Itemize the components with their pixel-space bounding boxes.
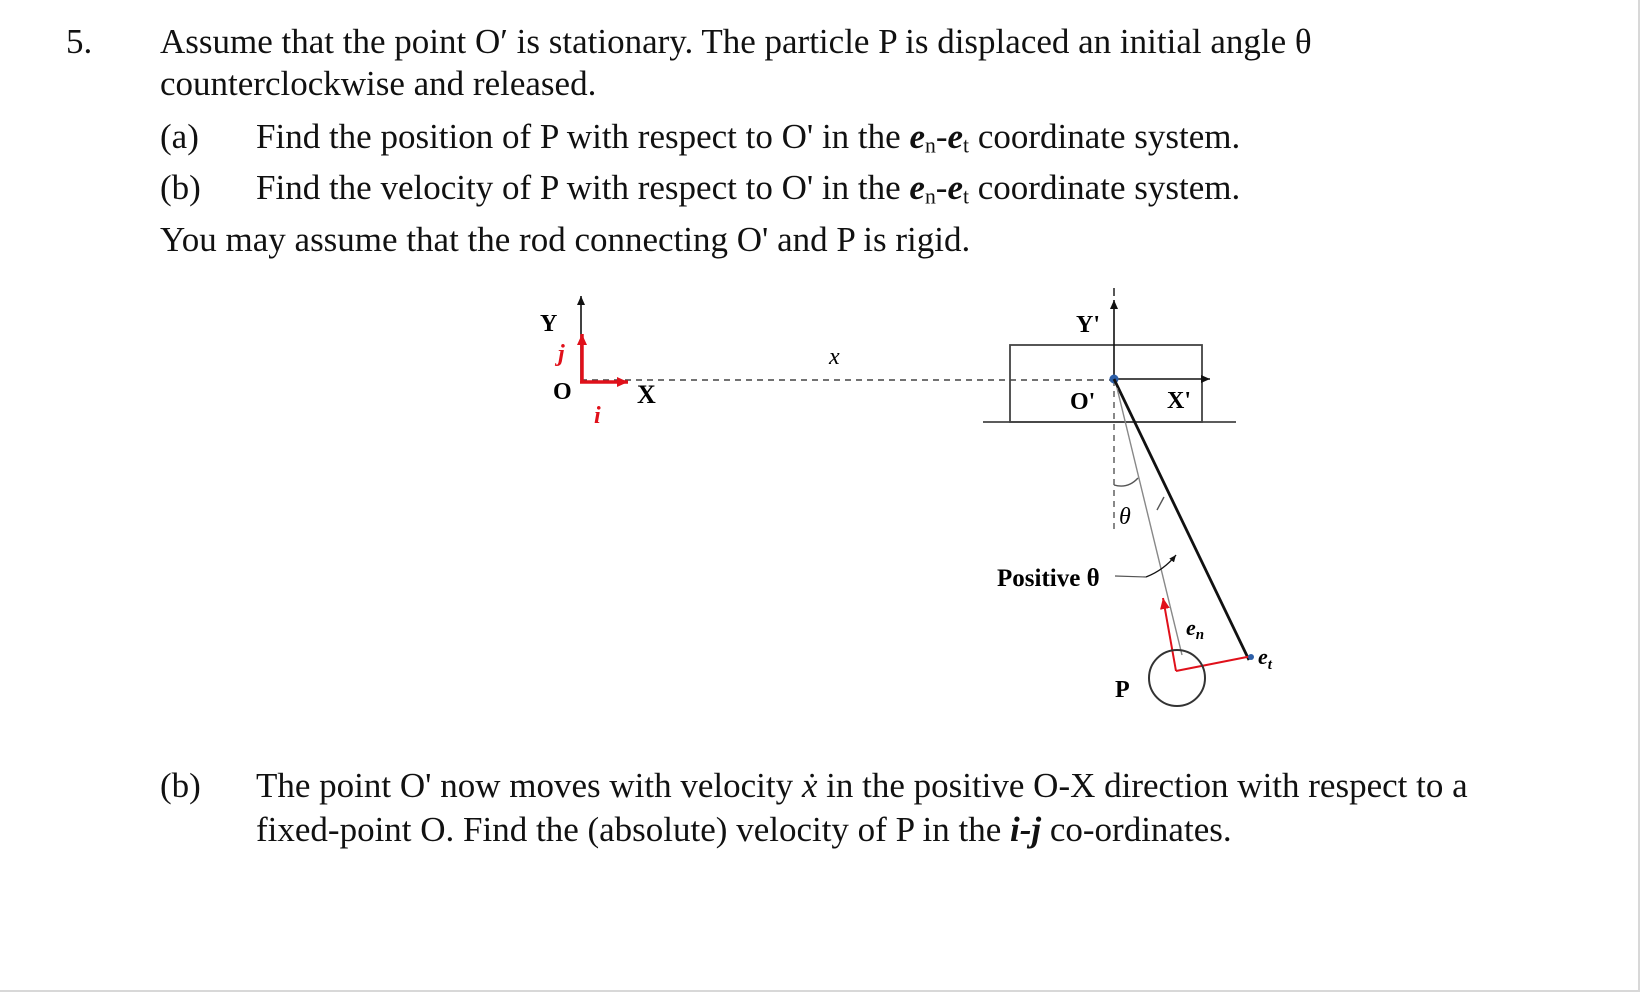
et-arrow-tip [1248,654,1254,660]
i-vector-label: i [594,403,601,429]
problem-stem-line-1: Assume that the point O′ is stationary. The particle P is displaced an initial angle θ [160,22,1312,61]
part-a-label: (a) [160,117,199,156]
x-axis-label: X [637,380,656,409]
problem-number: 5. [66,22,93,61]
part-b-label: (b) [160,168,201,207]
short-rod-marker [1157,497,1164,510]
et-label: $e_t$ [1258,644,1272,673]
positive-theta-leader [1115,576,1146,577]
part-b-text: Find the velocity of P with respect to O' in the $e_n-e_t$ coordinate system. [256,168,1241,209]
o-prime-label: O' [1070,389,1096,415]
part-b2-line-2: fixed-point O. Find the (absolute) velocity of P in the i-j co-ordinates. [256,810,1232,849]
part-b2-line-1: The point O' now moves with velocity ẋ in the positive O-X direction with respect to a [256,766,1468,805]
j-vector-label: j [558,341,565,367]
origin-o-label: O [553,379,572,405]
et-unit-vector [1176,656,1252,671]
displacement-x-label: x [829,344,840,370]
y-axis-label: Y [540,311,558,337]
theta-arc [1114,478,1138,486]
en-unit-vector [1163,598,1176,671]
problem-stem-line-2: counterclockwise and released. [160,64,597,103]
particle-p-label: P [1115,677,1130,703]
positive-theta-label: Positive θ [997,565,1100,592]
theta-label: θ [1119,504,1131,530]
rigid-rod-assumption: You may assume that the rod connecting O' and P is rigid. [160,220,971,259]
y-prime-axis-label: Y' [1076,312,1100,338]
part-b2-label: (b) [160,766,201,805]
en-label: en [1186,615,1205,643]
particle-p [1149,650,1205,706]
x-prime-axis-label: X' [1167,388,1191,414]
part-a-text: Find the position of P with respect to O' in the $e_n-e_t$ coordinate system. [256,117,1241,158]
